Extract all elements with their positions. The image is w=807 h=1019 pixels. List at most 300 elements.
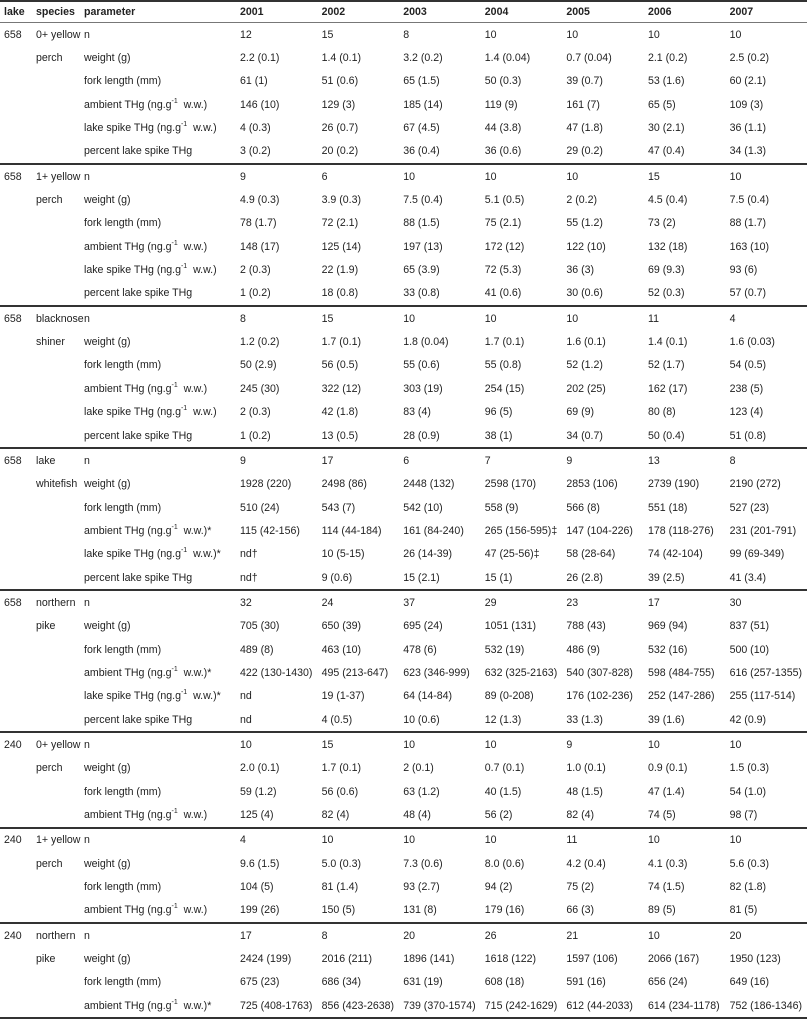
table-row <box>0 875 807 898</box>
value-cell-2001: 9 <box>236 164 318 188</box>
lake-cell <box>0 473 32 496</box>
value-cell-2002: 22 (1.9) <box>321 264 359 277</box>
unit-exponent: -1 <box>180 547 188 555</box>
value-cell-2004: 715 (242-1629) <box>481 994 563 1018</box>
species-cell: pike <box>36 620 56 633</box>
value-cell-2001: 4 (0.3) <box>240 122 271 135</box>
value-cell-2002: 81 (1.4) <box>321 881 359 894</box>
table-row <box>0 306 807 330</box>
value-cell-2007: 98 (7) <box>729 809 758 822</box>
value-cell-2002: 2498 (86) <box>321 478 367 491</box>
value-cell-2007: 500 (10) <box>729 643 770 656</box>
parameter-cell <box>80 448 236 472</box>
parameter-cell <box>80 164 236 188</box>
value-cell-2006: 50 (0.4) <box>647 429 685 442</box>
value-cell-2004: 15 (1) <box>484 571 513 584</box>
value-cell-2001: 115 (42-156) <box>240 524 300 537</box>
value-cell-2007: 231 (201-791) <box>729 524 797 537</box>
value-cell-2005: 48 (1.5) <box>566 785 603 798</box>
value-cell-2006: 0.9 (0.1) <box>647 762 688 775</box>
value-cell-2007: 255 (117-514) <box>729 690 796 703</box>
table-row <box>0 140 807 164</box>
parameter-cell <box>80 947 236 970</box>
value-cell-2002: 129 (3) <box>321 98 356 111</box>
value-cell-2004: 265 (156-595)‡ <box>484 524 558 537</box>
value-cell-2006: 15 <box>644 164 726 188</box>
value-cell-2003: 37 <box>399 590 481 614</box>
species-cell: 1+ yellow <box>32 828 80 852</box>
value-cell-2005: 566 (8) <box>566 501 600 514</box>
column-header-2006: 2006 <box>644 1 726 23</box>
value-cell-2005: 2 (0.2) <box>566 194 597 207</box>
lake-cell: 658 <box>0 164 32 188</box>
value-cell-2004: 2598 (170) <box>484 478 537 491</box>
value-cell-2003: 28 (0.9) <box>403 429 440 442</box>
species-cell: 1+ yellow <box>32 164 80 188</box>
value-cell-2003: 7.3 (0.6) <box>403 857 443 870</box>
value-cell-2004: 36 (0.6) <box>484 145 522 158</box>
value-cell-2004: 50 (0.3) <box>484 75 522 88</box>
value-cell-2003: 695 (24) <box>403 620 443 633</box>
table-row <box>0 543 807 566</box>
species-cell <box>32 377 80 400</box>
value-cell-2003: 55 (0.6) <box>403 359 440 372</box>
unit-exponent: -1 <box>171 998 178 1006</box>
value-cell-2007: 10 <box>729 28 742 41</box>
value-cell-2007: 837 (51) <box>729 620 770 633</box>
value-cell-2003: 36 (0.4) <box>403 145 440 158</box>
parameter-label: ambient THg (ng.g <box>84 240 172 253</box>
value-cell-2002: 3.9 (0.3) <box>321 194 362 207</box>
lake-cell <box>0 140 32 164</box>
species-cell: perch <box>36 857 63 870</box>
value-cell-2002: 15 <box>321 28 334 41</box>
value-cell-2002: 4 (0.5) <box>321 713 353 726</box>
column-header-2004: 2004 <box>481 1 563 23</box>
value-cell-2007: 57 (0.7) <box>729 287 767 300</box>
value-cell-2007: 1.6 (0.03) <box>729 336 775 349</box>
parameter-cell <box>80 708 236 732</box>
value-cell-2001: 8 <box>236 306 318 330</box>
lake-cell <box>0 93 32 116</box>
value-cell-2002: 56 (0.6) <box>321 785 359 798</box>
parameter-label: n <box>84 312 90 325</box>
value-cell-2006: 532 (16) <box>647 643 688 656</box>
lake-cell <box>0 971 32 994</box>
value-cell-2007: 649 (16) <box>729 976 770 989</box>
species-cell: perch <box>36 194 63 207</box>
value-cell-2003: 10 <box>399 164 481 188</box>
parameter-cell <box>80 401 236 424</box>
value-cell-2006: 2066 (167) <box>647 953 700 966</box>
value-cell-2004: 7 <box>481 448 563 472</box>
value-cell-2007: 60 (2.1) <box>729 75 767 88</box>
value-cell-2004: 172 (12) <box>484 240 525 253</box>
table-row <box>0 164 807 188</box>
table-row <box>0 496 807 519</box>
value-cell-2002: 1.7 (0.1) <box>321 762 362 775</box>
value-cell-2007: 527 (23) <box>729 501 770 514</box>
value-cell-2002: 495 (213-647) <box>321 666 389 679</box>
value-cell-2002: 2016 (211) <box>321 953 373 966</box>
value-cell-2007: 54 (0.5) <box>729 359 767 372</box>
value-cell-2007: 30 <box>726 590 807 614</box>
value-cell-2001: 146 (10) <box>240 98 280 111</box>
parameter-label: weight (g) <box>84 953 131 966</box>
value-cell-2004: 29 <box>481 590 563 614</box>
value-cell-2007: 10 <box>726 164 807 188</box>
parameter-cell <box>80 828 236 852</box>
value-cell-2007: 7.5 (0.4) <box>729 194 770 207</box>
lake-cell <box>0 519 32 542</box>
table-row <box>0 258 807 281</box>
species-cell: 0+ yellow <box>36 28 81 41</box>
value-cell-2007: 81 (5) <box>729 904 758 917</box>
value-cell-2005: 36 (3) <box>566 264 595 277</box>
value-cell-2001: 148 (17) <box>240 240 280 253</box>
value-cell-2004: 75 (2.1) <box>484 217 522 230</box>
value-cell-2001: 12 <box>240 28 252 41</box>
parameter-label: ambient THg (ng.g <box>84 98 172 111</box>
lake-cell: 240 <box>0 732 32 756</box>
value-cell-2005: 23 <box>562 590 644 614</box>
lake-cell <box>0 638 32 661</box>
value-cell-2006: 74 (1.5) <box>647 881 685 894</box>
parameter-unit-suffix: w.w.) <box>177 904 208 917</box>
value-cell-2001: 4 <box>236 828 318 852</box>
parameter-label: lake spike THg (ng.g <box>84 122 181 135</box>
column-header-2003: 2003 <box>399 1 481 23</box>
parameter-cell <box>80 258 236 281</box>
value-cell-2002: 5.0 (0.3) <box>321 857 362 870</box>
value-cell-2005: 540 (307-828) <box>566 666 633 679</box>
header-row <box>0 1 807 23</box>
parameter-label: weight (g) <box>84 478 131 491</box>
value-cell-2003: 7.5 (0.4) <box>403 194 443 207</box>
value-cell-2003: 631 (19) <box>403 976 443 989</box>
parameter-label: ambient THg (ng.g <box>84 809 172 822</box>
value-cell-2006: 80 (8) <box>647 406 676 419</box>
lake-cell <box>0 615 32 638</box>
unit-exponent: -1 <box>180 121 188 129</box>
value-cell-2007: 238 (5) <box>729 382 764 395</box>
parameter-label: lake spike THg (ng.g <box>84 264 181 277</box>
lake-cell <box>0 282 32 306</box>
value-cell-2002: 543 (7) <box>321 501 356 514</box>
species-cell <box>32 994 80 1018</box>
table-row <box>0 590 807 614</box>
value-cell-2002: 650 (39) <box>321 620 362 633</box>
value-cell-2007: 2190 (272) <box>729 478 781 491</box>
table-row <box>0 473 807 496</box>
value-cell-2004: 119 (9) <box>484 98 518 111</box>
lake-cell <box>0 377 32 400</box>
species-cell: whitefish <box>36 478 78 491</box>
value-cell-2004: 94 (2) <box>484 881 513 894</box>
value-cell-2003: 478 (6) <box>403 643 437 656</box>
value-cell-2007: 82 (1.8) <box>729 881 767 894</box>
parameter-label: weight (g) <box>84 336 131 349</box>
table-row <box>0 424 807 448</box>
table-row <box>0 803 807 827</box>
species-cell <box>32 899 80 923</box>
parameter-label: ambient THg (ng.g <box>84 904 172 917</box>
value-cell-2002: 1.7 (0.1) <box>321 336 362 349</box>
species-cell <box>32 661 80 684</box>
parameter-label: fork length (mm) <box>84 75 162 88</box>
parameter-cell <box>80 899 236 923</box>
value-cell-2003: 161 (84-240) <box>403 524 464 537</box>
value-cell-2006: 1.4 (0.1) <box>647 336 688 349</box>
lake-cell <box>0 757 32 780</box>
value-cell-2003: 8 <box>403 28 410 41</box>
table-row <box>0 354 807 377</box>
lake-cell <box>0 899 32 923</box>
value-cell-2006: 4.5 (0.4) <box>647 194 688 207</box>
value-cell-2005: 1597 (106) <box>566 953 618 966</box>
value-cell-2003: 67 (4.5) <box>403 122 440 135</box>
table-row <box>0 566 807 590</box>
species-cell: perch <box>36 52 63 65</box>
value-cell-2006: 52 (0.3) <box>647 287 685 300</box>
value-cell-2004: 41 (0.6) <box>484 287 522 300</box>
species-cell <box>32 401 80 424</box>
parameter-label: fork length (mm) <box>84 217 162 230</box>
value-cell-2001: 510 (24) <box>240 501 280 514</box>
value-cell-2005: 10 <box>562 306 644 330</box>
lake-cell <box>0 543 32 566</box>
value-cell-2006: 39 (1.6) <box>647 713 685 726</box>
value-cell-2003: 2448 (132) <box>403 478 455 491</box>
value-cell-2007: 163 (10) <box>729 240 770 253</box>
table-row <box>0 971 807 994</box>
parameter-cell <box>80 543 236 566</box>
value-cell-2004: 10 <box>481 828 563 852</box>
parameter-cell <box>80 590 236 614</box>
parameter-cell <box>80 235 236 258</box>
species-cell: lake <box>32 448 80 472</box>
lake-cell <box>0 496 32 519</box>
unit-exponent: -1 <box>171 239 178 247</box>
value-cell-2001: 1928 (220) <box>240 478 292 491</box>
value-cell-2001: 1 (0.2) <box>240 287 271 300</box>
table-row <box>0 615 807 638</box>
value-cell-2001: 4.9 (0.3) <box>240 194 280 207</box>
table-row <box>0 23 807 47</box>
value-cell-2005: 2853 (106) <box>566 478 618 491</box>
table-row <box>0 70 807 93</box>
value-cell-2003: 10 <box>399 732 481 756</box>
value-cell-2001: 725 (408-1763) <box>236 994 318 1018</box>
value-cell-2005: 486 (9) <box>566 643 600 656</box>
value-cell-2005: 788 (43) <box>566 620 606 633</box>
value-cell-2001: 1 (0.2) <box>240 429 271 442</box>
value-cell-2002: 18 (0.8) <box>321 287 359 300</box>
lake-cell <box>0 46 32 69</box>
parameter-unit-suffix: w.w.) <box>177 240 208 253</box>
lake-cell <box>0 566 32 590</box>
parameter-label: fork length (mm) <box>84 976 162 989</box>
value-cell-2003: 64 (14-84) <box>403 690 453 703</box>
lake-cell <box>0 401 32 424</box>
parameter-label: n <box>84 738 90 751</box>
unit-exponent: -1 <box>180 405 188 413</box>
value-cell-2002: 9 (0.6) <box>321 571 353 584</box>
value-cell-2003: 542 (10) <box>403 501 443 514</box>
value-cell-2001: 245 (30) <box>240 382 280 395</box>
value-cell-2003: 1896 (141) <box>403 953 455 966</box>
value-cell-2004: 1618 (122) <box>484 953 537 966</box>
parameter-label: n <box>84 454 90 467</box>
value-cell-2002: 686 (34) <box>321 976 362 989</box>
value-cell-2006: 65 (5) <box>647 98 676 111</box>
value-cell-2001: 9 <box>236 448 318 472</box>
species-cell: 0+ yellow <box>32 732 80 756</box>
value-cell-2001: 50 (2.9) <box>240 359 277 372</box>
parameter-label: percent lake spike THg <box>84 713 193 726</box>
value-cell-2001: 78 (1.7) <box>240 217 277 230</box>
value-cell-2003: 185 (14) <box>403 98 443 111</box>
value-cell-2003: 65 (3.9) <box>403 264 440 277</box>
value-cell-2004: 1051 (131) <box>484 620 537 633</box>
value-cell-2006: 10 <box>644 732 726 756</box>
parameter-label: fork length (mm) <box>84 643 162 656</box>
value-cell-2006: 969 (94) <box>647 620 688 633</box>
value-cell-2001: 10 <box>236 732 318 756</box>
value-cell-2004: 72 (5.3) <box>484 264 522 277</box>
value-cell-2004: 10 <box>481 732 563 756</box>
table-row <box>0 757 807 780</box>
parameter-cell <box>80 757 236 780</box>
value-cell-2005: 612 (44-2033) <box>562 994 644 1018</box>
column-header-2007: 2007 <box>726 1 807 23</box>
species-cell: perch <box>36 762 63 775</box>
parameter-label: weight (g) <box>84 762 131 775</box>
table-row <box>0 188 807 211</box>
value-cell-2005: 9 <box>562 732 644 756</box>
table-row <box>0 661 807 684</box>
value-cell-2006: 4.1 (0.3) <box>647 857 688 870</box>
table-row <box>0 994 807 1018</box>
value-cell-2004: 96 (5) <box>484 406 513 419</box>
value-cell-2001: 17 <box>236 923 318 947</box>
value-cell-2006: 2739 (190) <box>647 478 700 491</box>
value-cell-2007: 54 (1.0) <box>729 785 767 798</box>
lake-cell <box>0 354 32 377</box>
value-cell-2006: 551 (18) <box>647 501 688 514</box>
value-cell-2006: 74 (42-104) <box>647 548 703 561</box>
value-cell-2001: nd† <box>240 548 258 561</box>
value-cell-2006: 47 (1.4) <box>647 785 685 798</box>
table-row <box>0 401 807 424</box>
lake-cell: 240 <box>0 828 32 852</box>
value-cell-2003: 10 <box>399 306 481 330</box>
value-cell-2002: 17 <box>318 448 400 472</box>
parameter-cell <box>80 875 236 898</box>
value-cell-2001: nd <box>240 713 252 726</box>
parameter-label: percent lake spike THg <box>84 571 193 584</box>
value-cell-2005: 9 <box>562 448 644 472</box>
value-cell-2005: 202 (25) <box>566 382 606 395</box>
parameter-cell <box>80 70 236 93</box>
value-cell-2005: 58 (28-64) <box>566 548 616 561</box>
value-cell-2002: 114 (44-184) <box>321 524 382 537</box>
value-cell-2005: 75 (2) <box>566 881 595 894</box>
value-cell-2006: 11 <box>644 306 726 330</box>
value-cell-2006: 53 (1.6) <box>647 75 685 88</box>
value-cell-2005: 122 (10) <box>566 240 606 253</box>
table-row <box>0 732 807 756</box>
value-cell-2001: nd <box>240 690 252 703</box>
value-cell-2007: 123 (4) <box>729 406 764 419</box>
lake-cell <box>0 708 32 732</box>
unit-exponent: -1 <box>171 665 178 673</box>
parameter-label: lake spike THg (ng.g <box>84 690 181 703</box>
parameter-label: weight (g) <box>84 194 131 207</box>
species-cell <box>32 708 80 732</box>
value-cell-2001: 2424 (199) <box>240 953 292 966</box>
parameter-cell <box>80 212 236 235</box>
value-cell-2006: 10 <box>647 28 660 41</box>
parameter-cell <box>80 377 236 400</box>
value-cell-2004: 10 <box>481 164 563 188</box>
species-cell <box>32 424 80 448</box>
value-cell-2003: 20 <box>399 923 481 947</box>
value-cell-2003: 33 (0.8) <box>403 287 440 300</box>
unit-exponent: -1 <box>171 903 178 911</box>
column-header-2005: 2005 <box>562 1 644 23</box>
value-cell-2003: 3.2 (0.2) <box>403 52 443 65</box>
value-cell-2006: 30 (2.1) <box>647 122 685 135</box>
value-cell-2005: 161 (7) <box>566 98 600 111</box>
species-cell <box>32 638 80 661</box>
parameter-cell <box>80 188 236 211</box>
value-cell-2002: 6 <box>318 164 400 188</box>
lake-cell <box>0 188 32 211</box>
parameter-cell <box>80 46 236 69</box>
value-cell-2007: 10 <box>726 732 807 756</box>
value-cell-2003: 303 (19) <box>403 382 443 395</box>
parameter-cell <box>80 615 236 638</box>
parameter-cell <box>80 803 236 827</box>
value-cell-2003: 15 (2.1) <box>403 571 440 584</box>
lake-cell <box>0 258 32 281</box>
table-row <box>0 947 807 970</box>
value-cell-2005: 1.0 (0.1) <box>566 762 606 775</box>
value-cell-2002: 10 (5-15) <box>321 548 365 561</box>
value-cell-2004: 5.1 (0.5) <box>484 194 525 207</box>
parameter-label: fork length (mm) <box>84 359 162 372</box>
species-cell: pike <box>36 953 56 966</box>
parameter-label: fork length (mm) <box>84 501 162 514</box>
value-cell-2001: 705 (30) <box>240 620 280 633</box>
parameter-cell <box>80 496 236 519</box>
lake-cell <box>0 994 32 1018</box>
table-row <box>0 780 807 803</box>
parameter-cell <box>80 685 236 708</box>
parameter-unit-suffix: w.w.) <box>187 264 217 277</box>
value-cell-2002: 856 (423-2638) <box>318 994 400 1018</box>
lake-cell <box>0 212 32 235</box>
column-header-species: species <box>32 1 80 23</box>
value-cell-2004: 10 <box>481 306 563 330</box>
value-cell-2005: 10 <box>562 164 644 188</box>
parameter-cell <box>80 638 236 661</box>
table-row <box>0 377 807 400</box>
value-cell-2004: 558 (9) <box>484 501 519 514</box>
value-cell-2001: 2.0 (0.1) <box>240 762 280 775</box>
value-cell-2004: 532 (19) <box>484 643 525 656</box>
